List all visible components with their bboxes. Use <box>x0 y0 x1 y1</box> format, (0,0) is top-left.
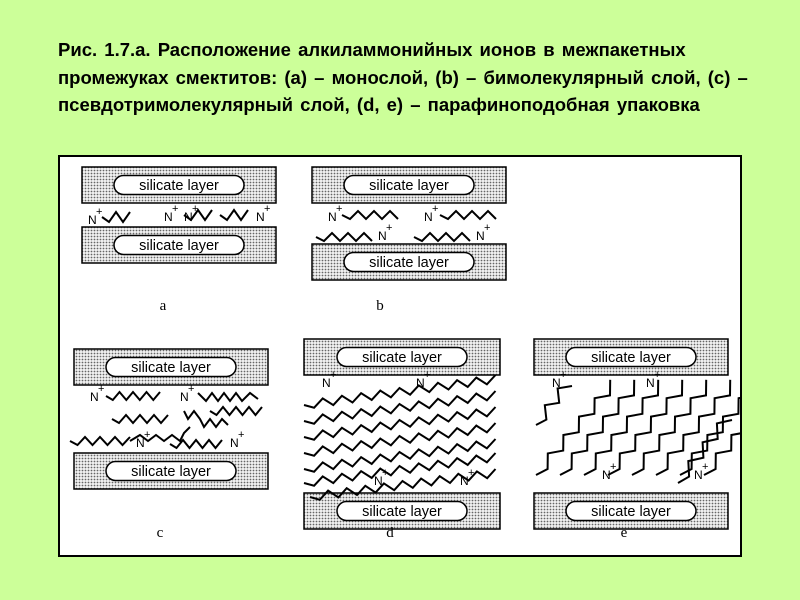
ammonium-charge-label: + <box>432 203 439 215</box>
silicate-layer-label: silicate layer <box>139 238 219 254</box>
ammonium-charge-label: + <box>264 203 271 215</box>
alkyl-chain <box>106 392 160 400</box>
ammonium-charge-label: + <box>172 203 179 215</box>
panel-label-b: b <box>376 298 384 314</box>
ammonium-charge-label: + <box>560 369 567 381</box>
ammonium-n-label: N <box>180 390 189 404</box>
silicate-layer-label: silicate layer <box>591 504 671 520</box>
alkyl-chain <box>184 411 228 427</box>
ammonium-n-label: N <box>322 376 331 390</box>
panel-label-e: e <box>620 525 628 541</box>
ammonium-n-label: N <box>646 376 655 390</box>
silicate-layer <box>534 493 728 529</box>
ammonium-charge-label: + <box>424 369 431 381</box>
alkyl-chain <box>70 437 130 445</box>
ammonium-ion <box>136 429 150 450</box>
silicate-layer-label: silicate layer <box>591 350 671 366</box>
ammonium-n-label: N <box>476 229 485 243</box>
alkyl-chain <box>316 233 372 241</box>
ammonium-n-label: N <box>184 210 193 224</box>
alkyl-chain <box>608 380 682 475</box>
alkyl-chain <box>112 415 168 423</box>
ammonium-charge-label: + <box>144 429 151 441</box>
alkyl-chain <box>536 386 572 425</box>
ammonium-ion <box>88 206 102 227</box>
ammonium-ion <box>90 383 104 404</box>
alkyl-chain <box>220 210 248 220</box>
ammonium-charge-label: + <box>188 383 195 395</box>
ammonium-ion <box>476 222 490 243</box>
figure-frame <box>58 155 742 557</box>
silicate-layer-label: silicate layer <box>139 178 219 194</box>
ammonium-charge-label: + <box>98 383 105 395</box>
ammonium-n-label: N <box>424 210 433 224</box>
silicate-layer <box>82 227 276 263</box>
alkyl-chain <box>584 380 658 475</box>
ammonium-ion <box>694 461 708 482</box>
ammonium-ion <box>230 429 244 450</box>
ammonium-ion <box>328 203 342 224</box>
silicate-layer <box>82 167 276 203</box>
silicate-layer-label: silicate layer <box>369 178 449 194</box>
silicate-layer-label: silicate layer <box>131 360 211 376</box>
alkyl-chain <box>560 380 634 475</box>
alkyl-chain <box>632 380 709 475</box>
ammonium-charge-label: + <box>336 203 343 215</box>
ammonium-ion <box>602 461 616 482</box>
ammonium-ion <box>164 203 178 224</box>
alkyl-chain <box>342 211 398 219</box>
silicate-layer <box>304 493 500 529</box>
alkyl-chain <box>102 212 130 222</box>
intercalation-diagram <box>60 157 740 555</box>
silicate-layer-label: silicate layer <box>131 464 211 480</box>
ammonium-n-label: N <box>416 376 425 390</box>
alkyl-chain <box>440 211 496 219</box>
ammonium-ion <box>184 203 198 224</box>
ammonium-n-label: N <box>136 436 145 450</box>
silicate-layer-label: silicate layer <box>362 350 442 366</box>
ammonium-ion <box>378 222 392 243</box>
alkyl-chain <box>210 407 262 415</box>
ammonium-n-label: N <box>460 474 469 488</box>
ammonium-n-label: N <box>374 474 383 488</box>
ammonium-n-label: N <box>230 436 239 450</box>
alkyl-chain <box>414 233 470 241</box>
silicate-layer-label: silicate layer <box>362 504 442 520</box>
ammonium-charge-label: + <box>468 467 475 479</box>
ammonium-ion <box>424 203 438 224</box>
ammonium-charge-label: + <box>702 461 709 473</box>
ammonium-n-label: N <box>164 210 173 224</box>
ammonium-ion <box>460 467 474 488</box>
alkyl-chain <box>198 393 258 401</box>
ammonium-charge-label: + <box>654 369 661 381</box>
panel-label-a: a <box>159 298 167 314</box>
ammonium-n-label: N <box>378 229 387 243</box>
alkyl-chain <box>170 440 222 448</box>
ammonium-charge-label: + <box>382 467 389 479</box>
ammonium-n-label: N <box>328 210 337 224</box>
silicate-layer <box>74 349 268 385</box>
ammonium-n-label: N <box>90 390 99 404</box>
ammonium-charge-label: + <box>192 203 199 215</box>
silicate-layer <box>312 244 506 280</box>
silicate-layer-label: silicate layer <box>369 255 449 271</box>
ammonium-n-label: N <box>552 376 561 390</box>
ammonium-charge-label: + <box>610 461 617 473</box>
alkyl-chain <box>536 380 610 475</box>
ammonium-n-label: N <box>602 468 611 482</box>
ammonium-n-label: N <box>256 210 265 224</box>
figure-caption: Рис. 1.7.а. Расположение алкиламмонийных ионов в межпакетных промежуках смектитов: (a) – монослой, (b) – бимолекулярный слой, (c) – псевдотримолекулярный слой, (d, e) – парафиноподобная упаковка <box>58 39 748 115</box>
ammonium-charge-label: + <box>238 429 245 441</box>
panel-label-d: d <box>386 525 394 541</box>
ammonium-charge-label: + <box>386 222 393 234</box>
silicate-layer <box>74 453 268 489</box>
ammonium-charge-label: + <box>96 206 103 218</box>
silicate-layer <box>312 167 506 203</box>
ammonium-ion <box>256 203 270 224</box>
panel-label-c: c <box>156 525 164 541</box>
ammonium-ion <box>180 383 194 404</box>
ammonium-n-label: N <box>694 468 703 482</box>
ammonium-charge-label: + <box>330 369 337 381</box>
ammonium-n-label: N <box>88 213 97 227</box>
ammonium-charge-label: + <box>484 222 491 234</box>
